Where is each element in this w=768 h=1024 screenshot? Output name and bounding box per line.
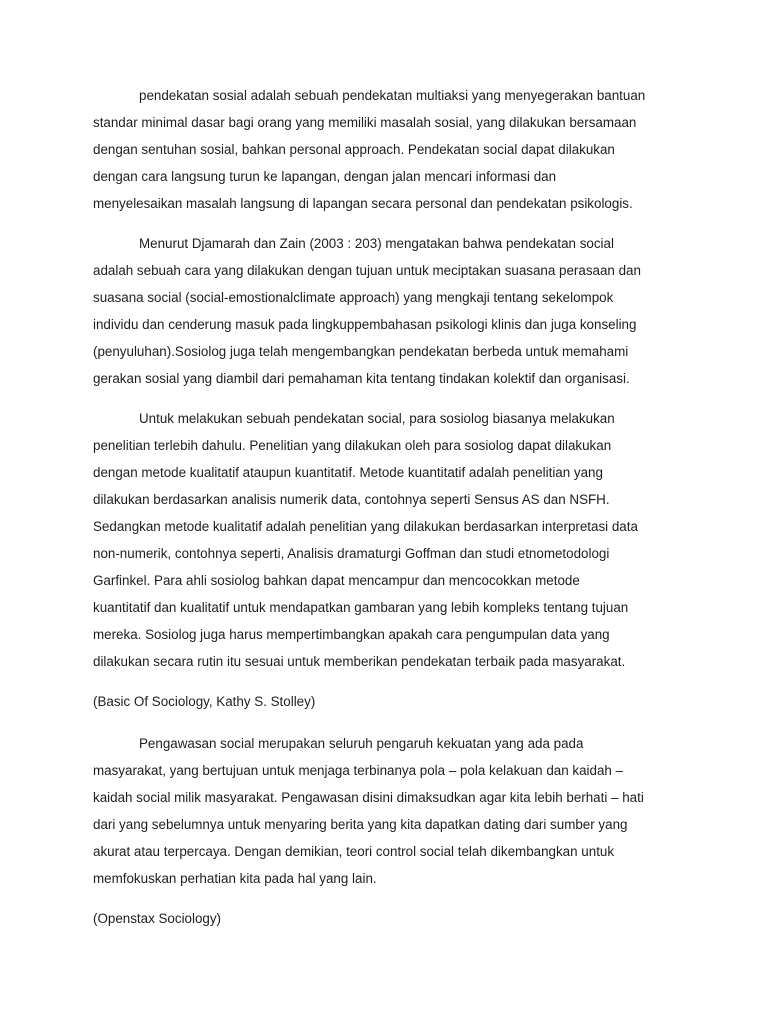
text-line: dengan sentuhan sosial, bahkan personal approach. Pendekatan social dapat dilakukan bbox=[93, 142, 615, 157]
text-line: dilakukan secara rutin itu sesuai untuk memberikan pendekatan terbaik pada masyarakat. bbox=[93, 654, 626, 669]
citation-stolley: (Basic Of Sociology, Kathy S. Stolley) bbox=[93, 694, 316, 709]
text-line: standar minimal dasar bagi orang yang memiliki masalah sosial, yang dilakukan bersamaan bbox=[93, 115, 637, 130]
paragraph-social-approach bbox=[93, 82, 683, 217]
text-line: memfokuskan perhatian kita pada hal yang lain. bbox=[93, 871, 377, 886]
text-line: Sedangkan metode kualitatif adalah penelitian yang dilakukan berdasarkan interpretasi data bbox=[93, 519, 638, 534]
text-line: adalah sebuah cara yang dilakukan dengan tujuan untuk meciptakan suasana perasaan dan bbox=[93, 263, 641, 278]
text-line: masyarakat, yang bertujuan untuk menjaga terbinanya pola – pola kelakuan dan kaidah – bbox=[93, 763, 624, 778]
text-line: individu dan cenderung masuk pada lingkuppembahasan psikologi klinis dan juga konseling bbox=[93, 317, 637, 332]
text-line: Pengawasan social merupakan seluruh pengaruh kekuatan yang ada pada bbox=[139, 736, 584, 751]
paragraph-research-methods bbox=[93, 405, 683, 675]
text-line: kaidah social milik masyarakat. Pengawasan disini dimaksudkan agar kita lebih berhati – hati bbox=[93, 790, 644, 805]
document-page bbox=[93, 82, 683, 947]
text-line: dari yang sebelumnya untuk menyaring berita yang kita dapatkan dating dari sumber yang bbox=[93, 817, 628, 832]
text-line: dengan metode kualitatif ataupun kuantitatif. Metode kuantitatif adalah penelitian yang bbox=[93, 465, 603, 480]
text-line: mereka. Sosiolog juga harus mempertimbangkan apakah cara pengumpulan data yang bbox=[93, 627, 610, 642]
text-line: akurat atau terpercaya. Dengan demikian, teori control social telah dikembangkan untuk bbox=[93, 844, 615, 859]
text-line: gerakan sosial yang diambil dari pemahaman kita tentang tindakan kolektif dan organisasi. bbox=[93, 371, 630, 386]
text-line: dengan cara langsung turun ke lapangan, dengan jalan mencari informasi dan bbox=[93, 169, 557, 184]
text-line: penelitian terlebih dahulu. Penelitian yang dilakukan oleh para sosiolog dapat dilakukan bbox=[93, 438, 612, 453]
text-line: pendekatan sosial adalah sebuah pendekatan multiaksi yang menyegerakan bantuan bbox=[139, 88, 646, 103]
text-line: Menurut Djamarah dan Zain (2003 : 203) mengatakan bahwa pendekatan social bbox=[139, 236, 614, 251]
text-line: Garfinkel. Para ahli sosiolog bahkan dapat mencampur dan mencocokkan metode bbox=[93, 573, 580, 588]
text-line: (penyuluhan).Sosiolog juga telah mengembangkan pendekatan berbeda untuk memahami bbox=[93, 344, 629, 359]
citation-openstax: (Openstax Sociology) bbox=[93, 911, 222, 926]
text-line: Untuk melakukan sebuah pendekatan social, para sosiolog biasanya melakukan bbox=[139, 411, 615, 426]
paragraph-djamarah-zain bbox=[93, 230, 683, 392]
text-line: menyelesaikan masalah langsung di lapangan secara personal dan pendekatan psikologis. bbox=[93, 196, 633, 211]
text-line: non-numerik, contohnya seperti, Analisis dramaturgi Goffman dan studi etnometodologi bbox=[93, 546, 610, 561]
text-line: dilakukan berdasarkan analisis numerik data, contohnya seperti Sensus AS dan NSFH. bbox=[93, 492, 610, 507]
paragraph-social-control bbox=[93, 730, 683, 892]
text-line: kuantitatif dan kualitatif untuk mendapatkan gambaran yang lebih kompleks tentang tujuan bbox=[93, 600, 629, 615]
text-line: suasana social (social-emostionalclimate approach) yang mengkaji tentang sekelompok bbox=[93, 290, 614, 305]
